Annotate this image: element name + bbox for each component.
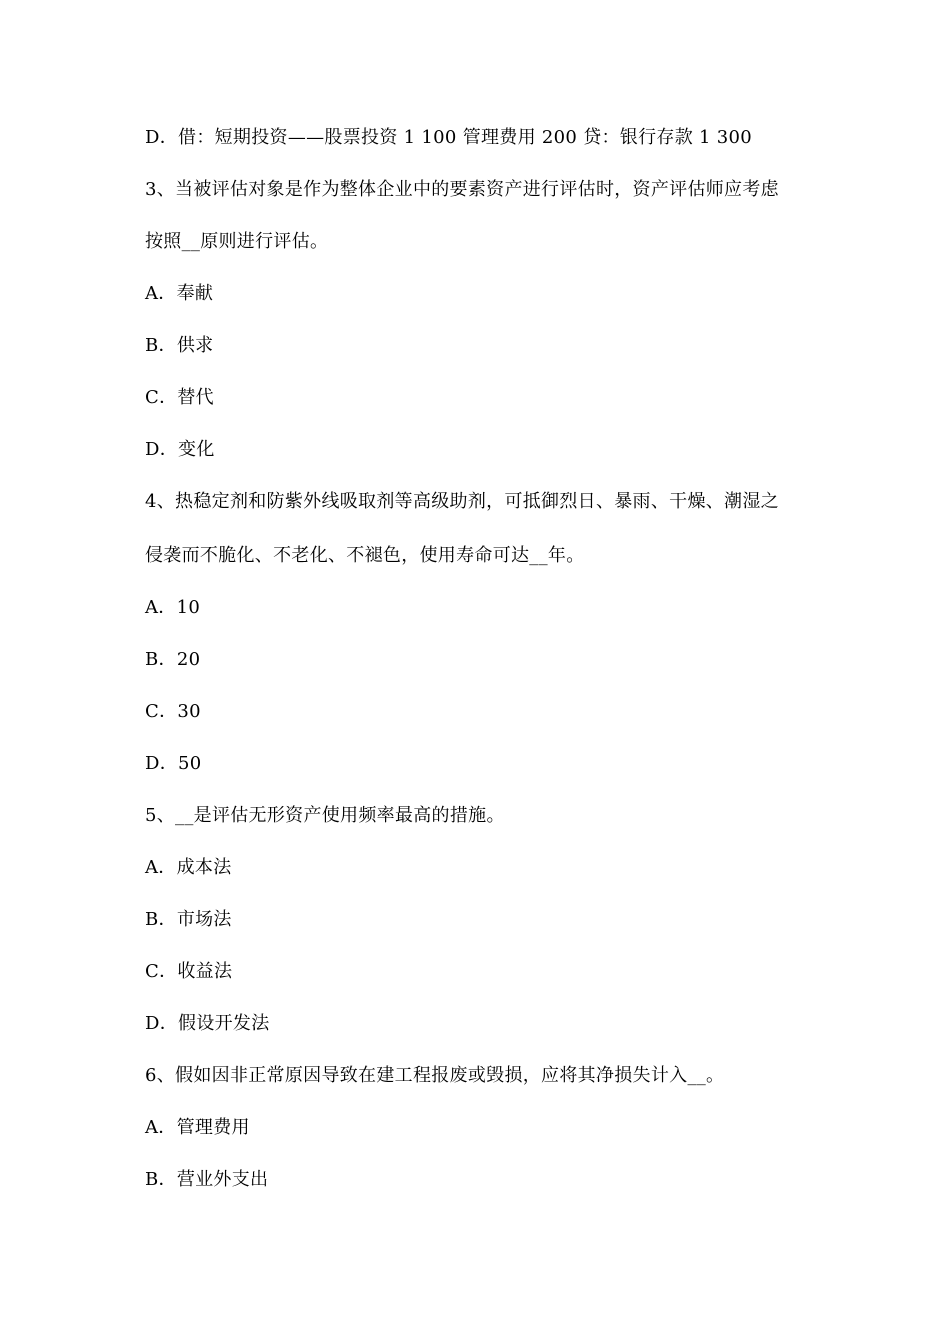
q4-stem-line2: 侵袭而不脆化、不老化、不褪色，使用寿命可达__年。: [145, 545, 585, 566]
q4-option-c: C．30: [145, 701, 201, 722]
q5-option-d: D．假设开发法: [145, 1013, 270, 1034]
q6-option-b: B．营业外支出: [145, 1169, 269, 1190]
q6-stem: 6、假如因非正常原因导致在建工程报废或毁损，应将其净损失计入__。: [145, 1065, 725, 1086]
q2-option-d: D．借：短期投资——股票投资 1 100 管理费用 200 贷：银行存款 1 300: [145, 127, 753, 148]
q3-stem-line2: 按照__原则进行评估。: [145, 231, 329, 252]
q5-option-a: A．成本法: [145, 857, 232, 878]
q3-stem-line1: 3、当被评估对象是作为整体企业中的要素资产进行评估时，资产评估师应考虑: [145, 179, 779, 200]
q5-stem: 5、__是评估无形资产使用频率最高的措施。: [145, 805, 505, 826]
q3-option-b: B．供求: [145, 335, 214, 356]
q3-option-a: A．奉献: [145, 283, 214, 304]
q4-option-d: D．50: [145, 753, 202, 774]
q5-option-b: B．市场法: [145, 909, 232, 930]
q3-option-c: C．替代: [145, 387, 214, 408]
q4-option-b: B．20: [145, 649, 201, 670]
q5-option-c: C．收益法: [145, 961, 233, 982]
q4-stem-line1: 4、热稳定剂和防紫外线吸取剂等高级助剂，可抵御烈日、暴雨、干燥、潮湿之: [145, 491, 779, 512]
q4-option-a: A．10: [145, 597, 201, 618]
q3-option-d: D．变化: [145, 439, 215, 460]
q6-option-a: A．管理费用: [145, 1117, 250, 1138]
